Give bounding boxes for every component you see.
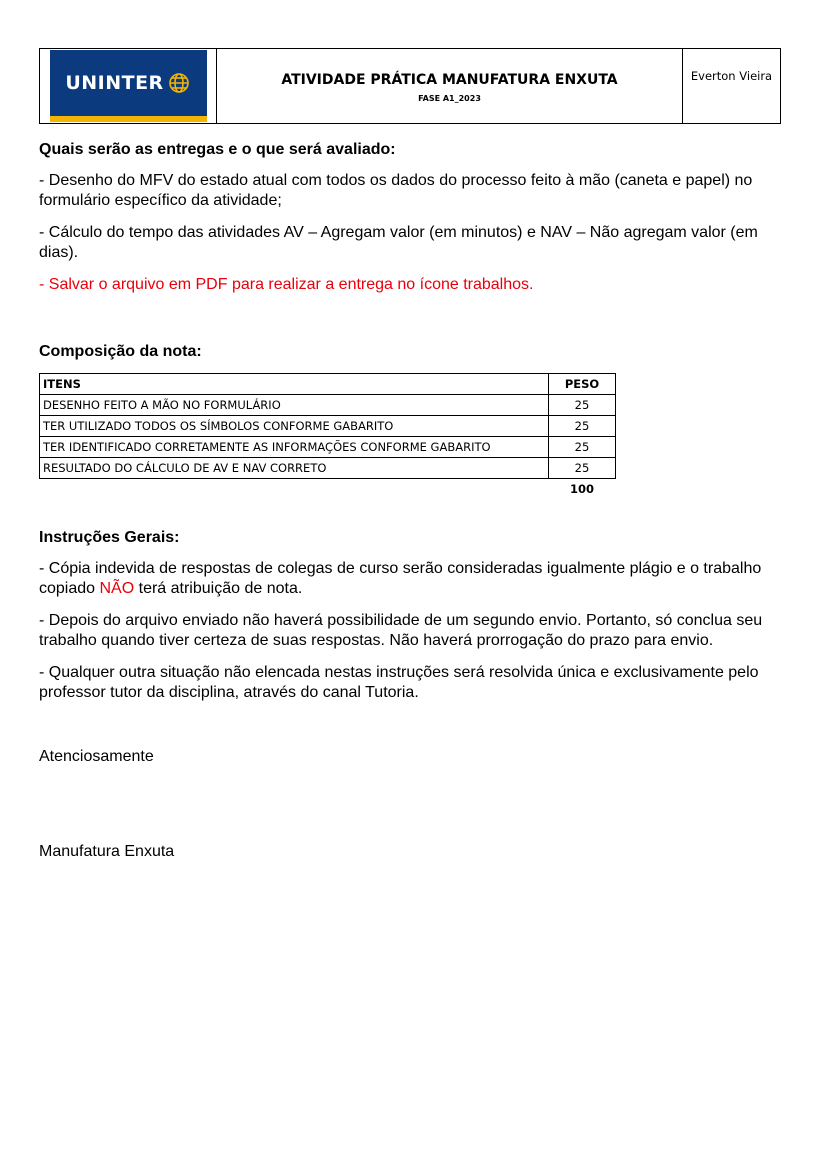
entregas-item-2: - Cálculo do tempo das atividades AV – Agregam valor (em minutos) e NAV – Não agregam valor (em dias). [39,223,758,261]
instrucoes-section [39,528,784,703]
row-peso: 25 [549,437,616,458]
row-item: DESENHO FEITO A MÃO NO FORMULÁRIO [40,395,549,416]
col-peso: PESO [549,374,616,395]
instrucoes-item-3: - Qualquer outra situação não elencada nestas instruções será resolvida única e exclusivamente pelo professor tutor da disciplina, através do canal Tutoria. [39,663,759,701]
instrucoes-heading: Instruções Gerais: [39,529,180,546]
entregas-item-1: - Desenho do MFV do estado atual com todos os dados do processo feito à mão (caneta e papel) no formulário específico da atividade; [39,171,753,209]
nao-emphasis: NÃO [99,579,135,597]
row-peso: 25 [549,416,616,437]
closing-signature: Manufatura Enxuta [39,843,175,860]
col-itens: ITENS [40,374,549,395]
table-row [40,458,616,479]
instrucoes-item-2: - Depois do arquivo enviado não haverá possibilidade de um segundo envio. Portanto, só conclua seu trabalho quando tiver certeza de suas respostas. Não haverá prorrogação do prazo para envio. [39,611,763,649]
table-row [40,395,616,416]
title-cell [217,49,683,123]
document-title: ATIVIDADE PRÁTICA MANUFATURA ENXUTA [281,71,618,88]
row-peso: 25 [549,395,616,416]
row-peso: 25 [549,458,616,479]
row-item: TER UTILIZADO TODOS OS SÍMBOLOS CONFORME GABARITO [40,416,549,437]
author-name: Everton Vieira [690,69,773,83]
uninter-logo [50,50,207,122]
document-header [39,48,781,124]
table-header-row [40,374,616,395]
closing-greeting: Atenciosamente [39,748,154,765]
entregas-section [39,140,784,295]
nota-heading: Composição da nota: [39,343,202,360]
logo-text: UNINTER [65,72,164,94]
instrucoes-item-1: - Cópia indevida de respostas de colegas de curso serão consideradas igualmente plágio e o trabalho copiado NÃO terá atribuição de nota. [39,559,762,597]
row-item: RESULTADO DO CÁLCULO DE AV E NAV CORRETO [40,458,549,479]
table-row [40,437,616,458]
entregas-item-3: - Salvar o arquivo em PDF para realizar a entrega no ícone trabalhos. [39,275,534,293]
table-total-row [40,479,616,500]
entregas-heading: Quais serão as entregas e o que será avaliado: [39,141,396,158]
row-item: TER IDENTIFICADO CORRETAMENTE AS INFORMAÇÕES CONFORME GABARITO [40,437,549,458]
grades-table [39,373,616,499]
table-row [40,416,616,437]
document-subtitle: FASE A1_2023 [418,93,481,103]
logo-accent-bar [50,116,207,122]
total-peso: 100 [569,482,594,496]
logo-cell [40,49,217,123]
globe-icon [167,71,191,95]
